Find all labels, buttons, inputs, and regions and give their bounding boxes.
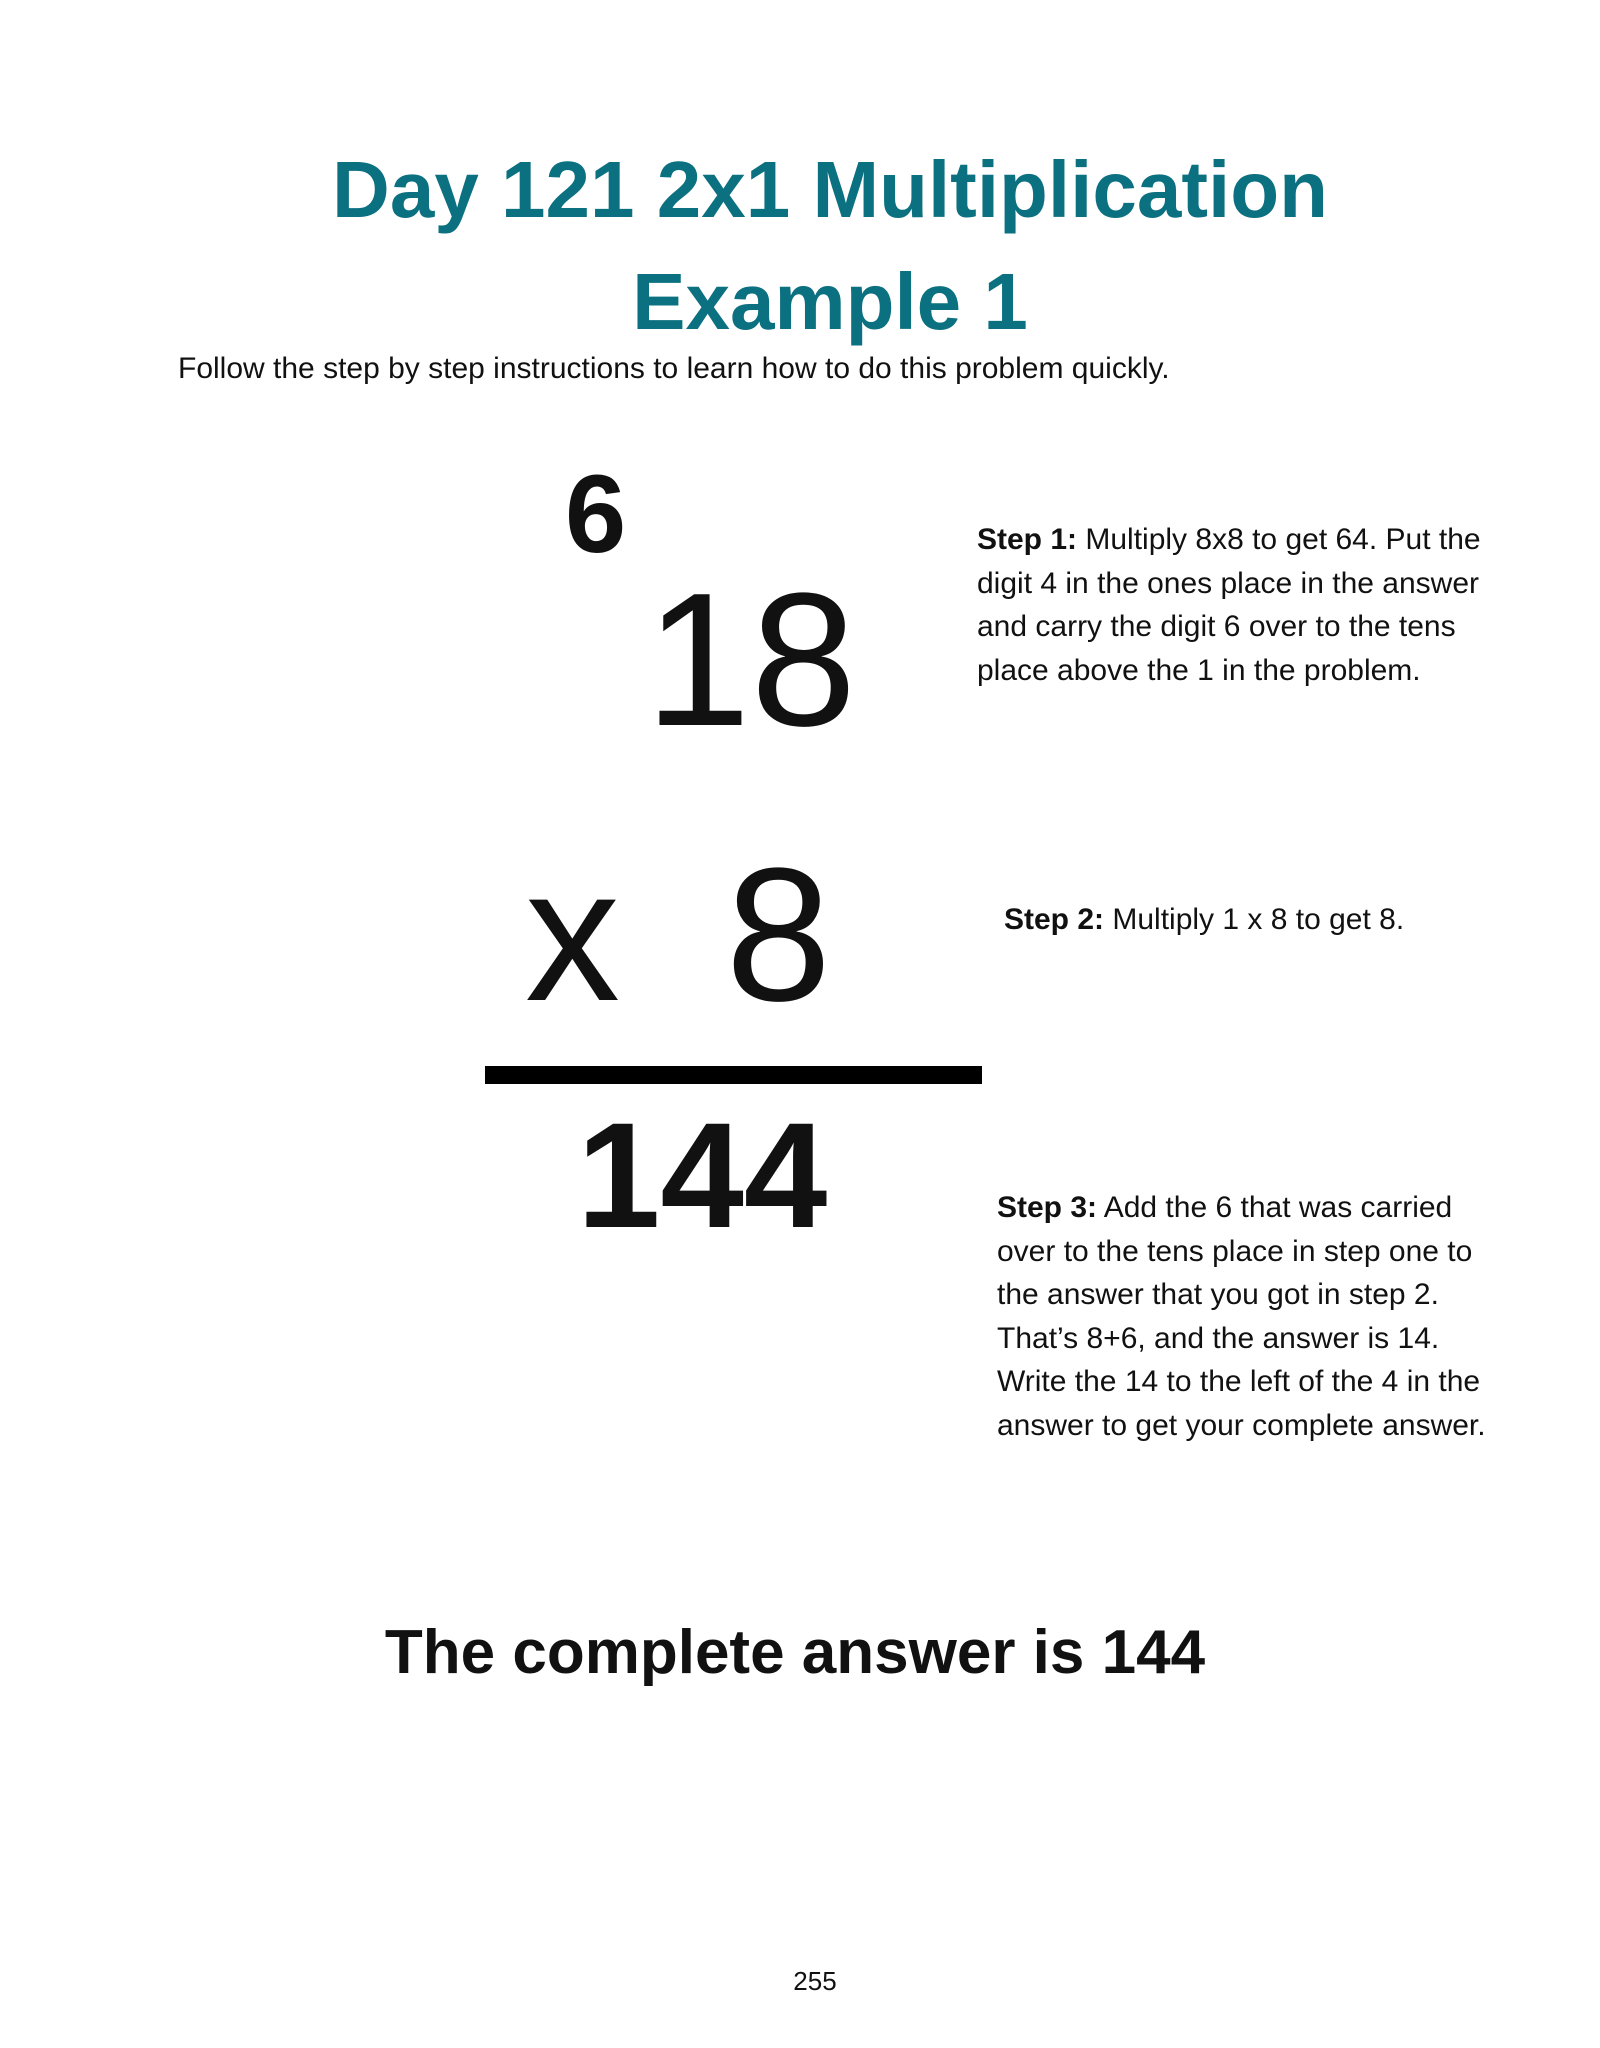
step-1: [977, 518, 1487, 692]
step-2-text: Multiply 1 x 8 to get 8.: [1104, 903, 1405, 936]
conclusion-text: The complete answer is 144: [384, 1618, 1206, 1687]
multiplier: x 8: [525, 829, 832, 1041]
example-title: Example 1: [632, 257, 1028, 346]
step-3-label: Step 3:: [997, 1191, 1098, 1224]
product-answer: 144: [577, 1091, 828, 1259]
step-3: [997, 1186, 1507, 1447]
step-2-label: Step 2:: [1004, 903, 1105, 936]
step-2: [1004, 898, 1524, 942]
carry-digit: 6: [565, 453, 627, 576]
page-number: 255: [793, 1966, 837, 1996]
multiplicand: 18: [645, 554, 857, 766]
instructions-text: Follow the step by step instructions to learn how to do this problem quickly.: [178, 352, 1170, 385]
step-1-text: Multiply 8x8 to get 64. Put the digit 4 in the ones place in the answer and carry the digit 6 over to the tens place above the 1 in the problem.: [977, 523, 1481, 687]
answer-divider-line: [485, 1066, 982, 1084]
step-3-text: Add the 6 that was carried over to the tens place in step one to the answer that you got in step 2. That’s 8+6, and the answer is 14. Write the 14 to the left of the 4 in the answer to get your complete answer.: [997, 1191, 1486, 1442]
page-title: Day 121 2x1 Multiplication: [332, 145, 1328, 234]
step-1-label: Step 1:: [977, 523, 1078, 556]
